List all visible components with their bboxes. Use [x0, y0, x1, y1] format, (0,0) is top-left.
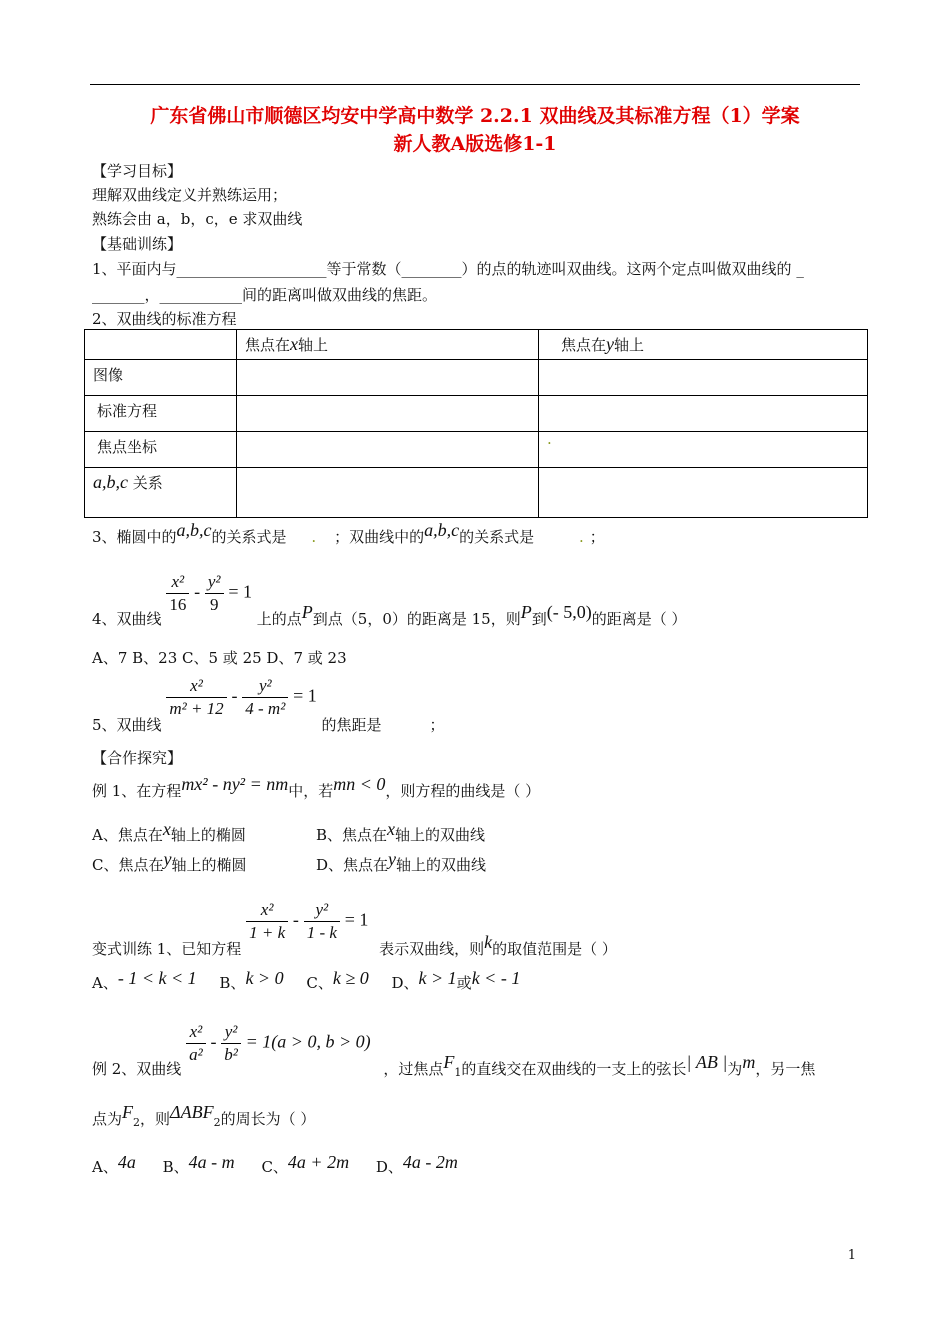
table-corner	[85, 330, 237, 360]
table-cell: .	[539, 432, 868, 468]
question-4: 4、双曲线 $\frac{\text{x²}}{16}$ - $\frac{\text{y²}}{9}$ = 1 上的点P到点（5，0）的距离是 15，则P到(- 5,0)的距离是（ ）	[92, 572, 687, 628]
example-1-option-a: A、焦点在x轴上的椭圆	[92, 819, 246, 844]
question-1-line2: _______，___________间的距离叫做双曲线的焦距。	[92, 286, 438, 304]
v1-fraction-x: $\frac{\text{x²}}{1 + k}$	[246, 900, 288, 943]
goal-2: 熟练会由 a，b，c，e 求双曲线	[92, 210, 303, 228]
example-2-options: A、4a B、4a - m C、4a + 2m D、4a - 2m	[92, 1152, 458, 1176]
section-goal: 【学习目标】	[92, 162, 183, 180]
table-row-equation: 标准方程	[85, 396, 237, 432]
example-2-line1: 例 2、双曲线 $\frac{\text{x²}}{\text{a²}}$ - $\frac{\text{y²}}{\text{b²}}$ = 1(a > 0, b > 0) ，过焦点$F_1$的直线交在双曲线的一支上的弦长| AB |为m，另一焦	[92, 1022, 816, 1079]
question-4-options: A、7 B、23 C、5 或 25 D、7 或 23	[92, 649, 347, 667]
v1-fraction-y: $\frac{\text{y²}}{1 - k}$	[304, 900, 340, 943]
table-cell	[237, 360, 539, 396]
e2-fraction-x: $\frac{\text{x²}}{\text{a²}}$	[186, 1022, 206, 1065]
variant-1-options: A、- 1 < k < 1 B、k > 0 C、k ≥ 0 D、k > 1或k < - 1	[92, 968, 521, 992]
q5-fraction-x: $\frac{\text{x²}}{\text{m² + 12}}$	[166, 676, 226, 719]
variant-training-1: 变式训练 1、已知方程 $\frac{\text{x²}}{1 + k}$ - $\frac{\text{y²}}{1 - k}$ = 1 表示双曲线，则k的取值范围是（ ）	[92, 900, 617, 958]
table-head-y: 焦点在y轴上	[539, 330, 868, 360]
table-cell	[539, 468, 868, 518]
e2-fraction-y: $\frac{\text{y²}}{\text{b²}}$	[221, 1022, 241, 1065]
table-cell	[237, 468, 539, 518]
table-cell	[237, 432, 539, 468]
table-cell	[539, 360, 868, 396]
question-1-line1: 1、平面内与____________________等于常数（________）的点的轨迹叫双曲线。这两个定点叫做双曲线的 _	[92, 260, 804, 278]
header-rule	[90, 84, 860, 85]
example-1-option-d: D、焦点在y轴上的双曲线	[316, 849, 487, 874]
goal-1: 理解双曲线定义并熟练运用；	[92, 186, 288, 204]
page-title-line2: 新人教A版选修1-1	[393, 133, 557, 155]
question-5: 5、双曲线 $\frac{\text{x²}}{\text{m² + 12}}$ - $\frac{\text{y²}}{\text{4 - m²}}$ = 1 的焦距是 ；	[92, 676, 445, 734]
example-1-option-b: B、焦点在x轴上的双曲线	[316, 819, 486, 844]
table-head-x: 焦点在x轴上	[237, 330, 539, 360]
q4-fraction-x: $\frac{\text{x²}}{16}$	[166, 572, 189, 615]
example-1-option-c: C、焦点在y轴上的椭圆	[92, 849, 247, 874]
table-row-image: 图像	[85, 360, 237, 396]
table-row-relation: a,b,c 关系	[85, 468, 237, 518]
standard-equation-table	[84, 329, 868, 518]
table-row-focus: 焦点坐标	[85, 432, 237, 468]
q5-fraction-y: $\frac{\text{y²}}{\text{4 - m²}}$	[242, 676, 288, 719]
page-title-line1: 广东省佛山市顺德区均安中学高中数学 2.2.1 双曲线及其标准方程（1）学案	[150, 105, 800, 127]
section-basic: 【基础训练】	[92, 235, 183, 253]
example-2-line2: 点为$F_2$，则$\Delta ABF_2$的周长为（ ）	[92, 1102, 316, 1129]
table-cell	[237, 396, 539, 432]
table-cell	[539, 396, 868, 432]
page-number: 1	[847, 1248, 856, 1263]
example-1: 例 1、在方程mx² - ny² = nm中，若mn < 0，则方程的曲线是（ ）	[92, 774, 541, 800]
section-coop: 【合作探究】	[92, 749, 183, 767]
question-3: 3、椭圆中的a,b,c的关系式是 . ；双曲线中的a,b,c的关系式是 . ；	[92, 520, 605, 546]
q4-fraction-y: $\frac{\text{y²}}{9}$	[205, 572, 224, 615]
question-2: 2、双曲线的标准方程	[92, 310, 237, 328]
